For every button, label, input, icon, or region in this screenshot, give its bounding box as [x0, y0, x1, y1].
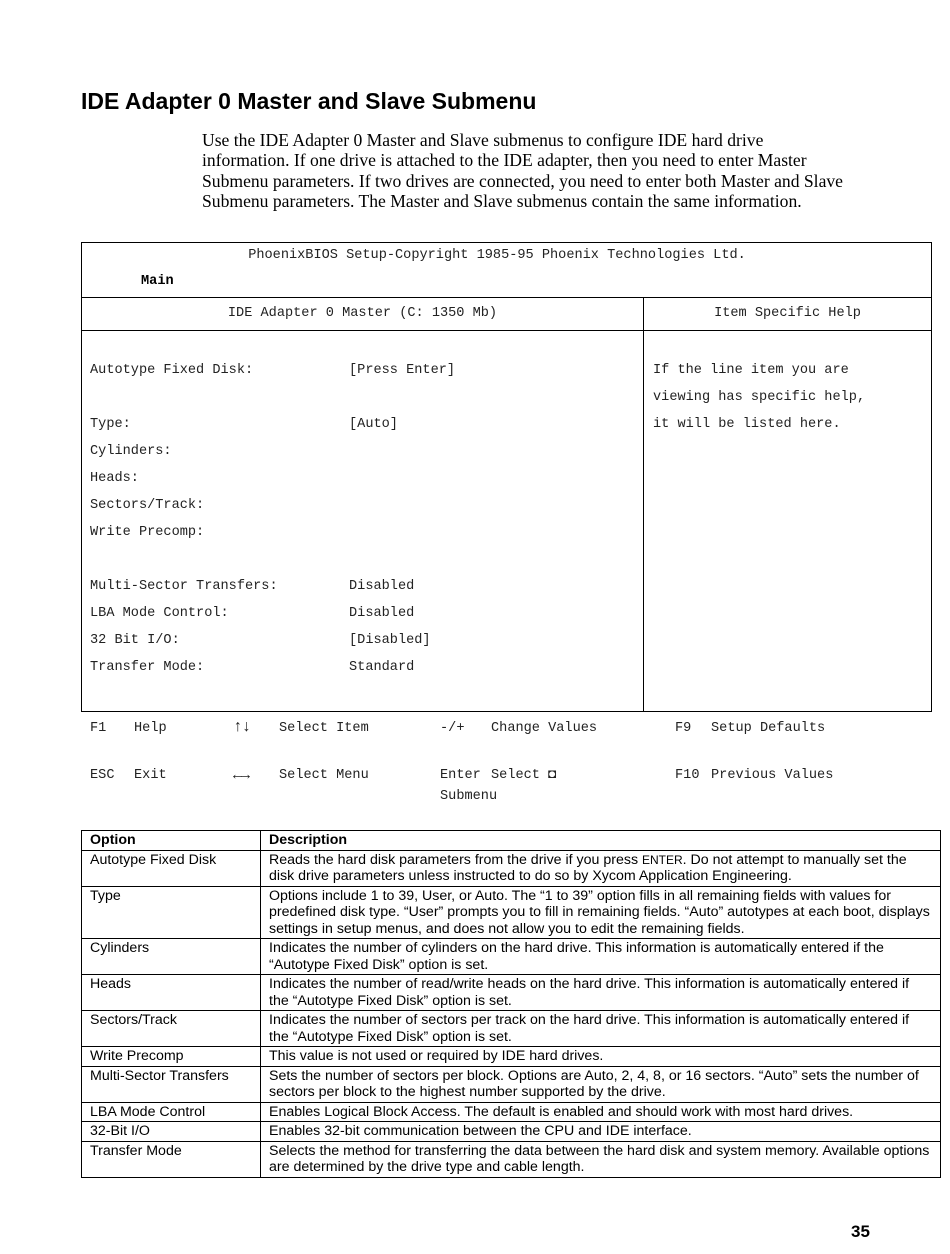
- key-esc: ESC: [90, 768, 115, 783]
- key-esc-label: Exit: [134, 768, 167, 783]
- bios-menu-main[interactable]: Main: [141, 274, 174, 289]
- key-enter-label-2: Submenu: [440, 789, 498, 804]
- field-label-transfer-mode: Transfer Mode:: [90, 660, 205, 675]
- table-row: [82, 1011, 941, 1047]
- key-minus-plus-label: Change Values: [491, 721, 598, 736]
- column-header-option: Option: [82, 831, 261, 851]
- left-right-arrow-icon: ←→: [233, 767, 250, 784]
- field-value-transfer-mode: Standard: [349, 660, 415, 675]
- option-cell: Multi-Sector Transfers: [82, 1066, 261, 1102]
- description-cell: Options include 1 to 39, User, or Auto. The “1 to 39” option fills in all remaining fields with values for predefined disk type. “User” prompts you to fill in remaining fields. “Auto” autotypes at each boot, displays settings in setup menus, and does not allow you to edit the remaining fields.: [261, 886, 941, 939]
- key-updown-label: Select Item: [279, 721, 369, 736]
- field-value-type[interactable]: [Auto]: [349, 417, 398, 432]
- panel-title-divider: [82, 330, 931, 331]
- page-number: 35: [851, 1222, 870, 1241]
- field-label-cylinders: Cylinders:: [90, 444, 172, 459]
- key-leftright-label: Select Menu: [279, 768, 369, 783]
- bios-screen: [81, 242, 932, 712]
- option-cell: Sectors/Track: [82, 1011, 261, 1047]
- description-cell: [261, 850, 941, 886]
- key-f1-label: Help: [134, 721, 167, 736]
- field-value-32bit-io[interactable]: [Disabled]: [349, 633, 431, 648]
- field-label-autotype: Autotype Fixed Disk:: [90, 363, 254, 378]
- help-text-line: viewing has specific help,: [653, 390, 866, 405]
- description-cell: Indicates the number of cylinders on the hard drive. This information is automatically entered if the “Autotype Fixed Disk” option is set.: [261, 939, 941, 975]
- bios-copyright: PhoenixBIOS Setup-Copyright 1985-95 Phoenix Technologies Ltd.: [248, 248, 746, 263]
- column-header-description: Description: [261, 831, 941, 851]
- description-text: . Do not attempt to manually set the disk drive parameters unless instructed to do so by Xycom Application Engineering.: [269, 851, 907, 884]
- option-cell: 32-Bit I/O: [82, 1122, 261, 1142]
- description-cell: Enables 32-bit communication between the CPU and IDE interface.: [261, 1122, 941, 1142]
- table-row: [82, 939, 941, 975]
- field-label-heads: Heads:: [90, 471, 139, 486]
- key-f10: F10: [675, 768, 700, 783]
- description-cell: Indicates the number of read/write heads on the hard drive. This information is automatically entered if the “Autotype Fixed Disk” option is set.: [261, 975, 941, 1011]
- description-cell: Enables Logical Block Access. The default is enabled and should work with most hard drives.: [261, 1102, 941, 1122]
- field-label-lba: LBA Mode Control:: [90, 606, 229, 621]
- option-cell: Heads: [82, 975, 261, 1011]
- description-cell: Selects the method for transferring the data between the hard disk and system memory. Available options are determined by the drive type and cable length.: [261, 1141, 941, 1177]
- key-enter: Enter: [440, 768, 481, 783]
- table-row: [82, 1047, 941, 1067]
- option-cell: Type: [82, 886, 261, 939]
- up-down-arrow-icon: ↑↓: [233, 718, 251, 736]
- description-cell: Indicates the number of sectors per track on the hard drive. This information is automatically entered if the “Autotype Fixed Disk” option is set.: [261, 1011, 941, 1047]
- options-table: [81, 830, 941, 1178]
- field-label-multi-sector: Multi-Sector Transfers:: [90, 579, 278, 594]
- enter-key-text: ENTER: [641, 852, 683, 867]
- key-minus-plus: -/+: [440, 721, 465, 736]
- field-label-32bit-io: 32 Bit I/O:: [90, 633, 180, 648]
- help-title: Item Specific Help: [714, 306, 861, 321]
- page-title: IDE Adapter 0 Master and Slave Submenu: [81, 88, 537, 114]
- field-label-write-precomp: Write Precomp:: [90, 525, 205, 540]
- option-cell: Write Precomp: [82, 1047, 261, 1067]
- description-text: Reads the hard disk parameters from the drive if you press: [269, 851, 642, 868]
- intro-paragraph: Use the IDE Adapter 0 Master and Slave submenus to configure IDE hard drive information. If one drive is attached to the IDE adapter, then you need to enter Master Submenu parameters. If two drives are connected, you need to enter both Master and Slave Submenu parameters. The Master and Slave submenus contain the same information.: [202, 130, 843, 211]
- option-cell: Cylinders: [82, 939, 261, 975]
- option-cell: Autotype Fixed Disk: [82, 850, 261, 886]
- table-row: [82, 1141, 941, 1177]
- bios-header: [82, 243, 931, 298]
- description-cell: Sets the number of sectors per block. Options are Auto, 2, 4, 8, or 16 sectors. “Auto” sets the number of sectors per block to the highest number supported by the drive.: [261, 1066, 941, 1102]
- key-enter-label: Select ◘: [491, 768, 557, 783]
- table-row: [82, 1102, 941, 1122]
- table-row: [82, 1122, 941, 1142]
- table-header-row: [82, 831, 941, 851]
- field-label-sectors: Sectors/Track:: [90, 498, 205, 513]
- help-text-line: it will be listed here.: [653, 417, 841, 432]
- key-f9: F9: [675, 721, 692, 736]
- table-row: [82, 886, 941, 939]
- option-cell: Transfer Mode: [82, 1141, 261, 1177]
- key-f10-label: Previous Values: [711, 768, 834, 783]
- field-value-lba: Disabled: [349, 606, 415, 621]
- field-value-multi-sector: Disabled: [349, 579, 415, 594]
- field-label-type: Type:: [90, 417, 131, 432]
- description-cell: This value is not used or required by IDE hard drives.: [261, 1047, 941, 1067]
- key-f1: F1: [90, 721, 107, 736]
- key-f9-label: Setup Defaults: [711, 721, 826, 736]
- help-text-line: If the line item you are: [653, 363, 849, 378]
- option-cell: LBA Mode Control: [82, 1102, 261, 1122]
- table-row: [82, 1066, 941, 1102]
- table-row: [82, 975, 941, 1011]
- table-row: [82, 850, 941, 886]
- panel-divider: [643, 298, 644, 711]
- field-value-autotype[interactable]: [Press Enter]: [349, 363, 456, 378]
- panel-title: IDE Adapter 0 Master (C: 1350 Mb): [227, 306, 498, 321]
